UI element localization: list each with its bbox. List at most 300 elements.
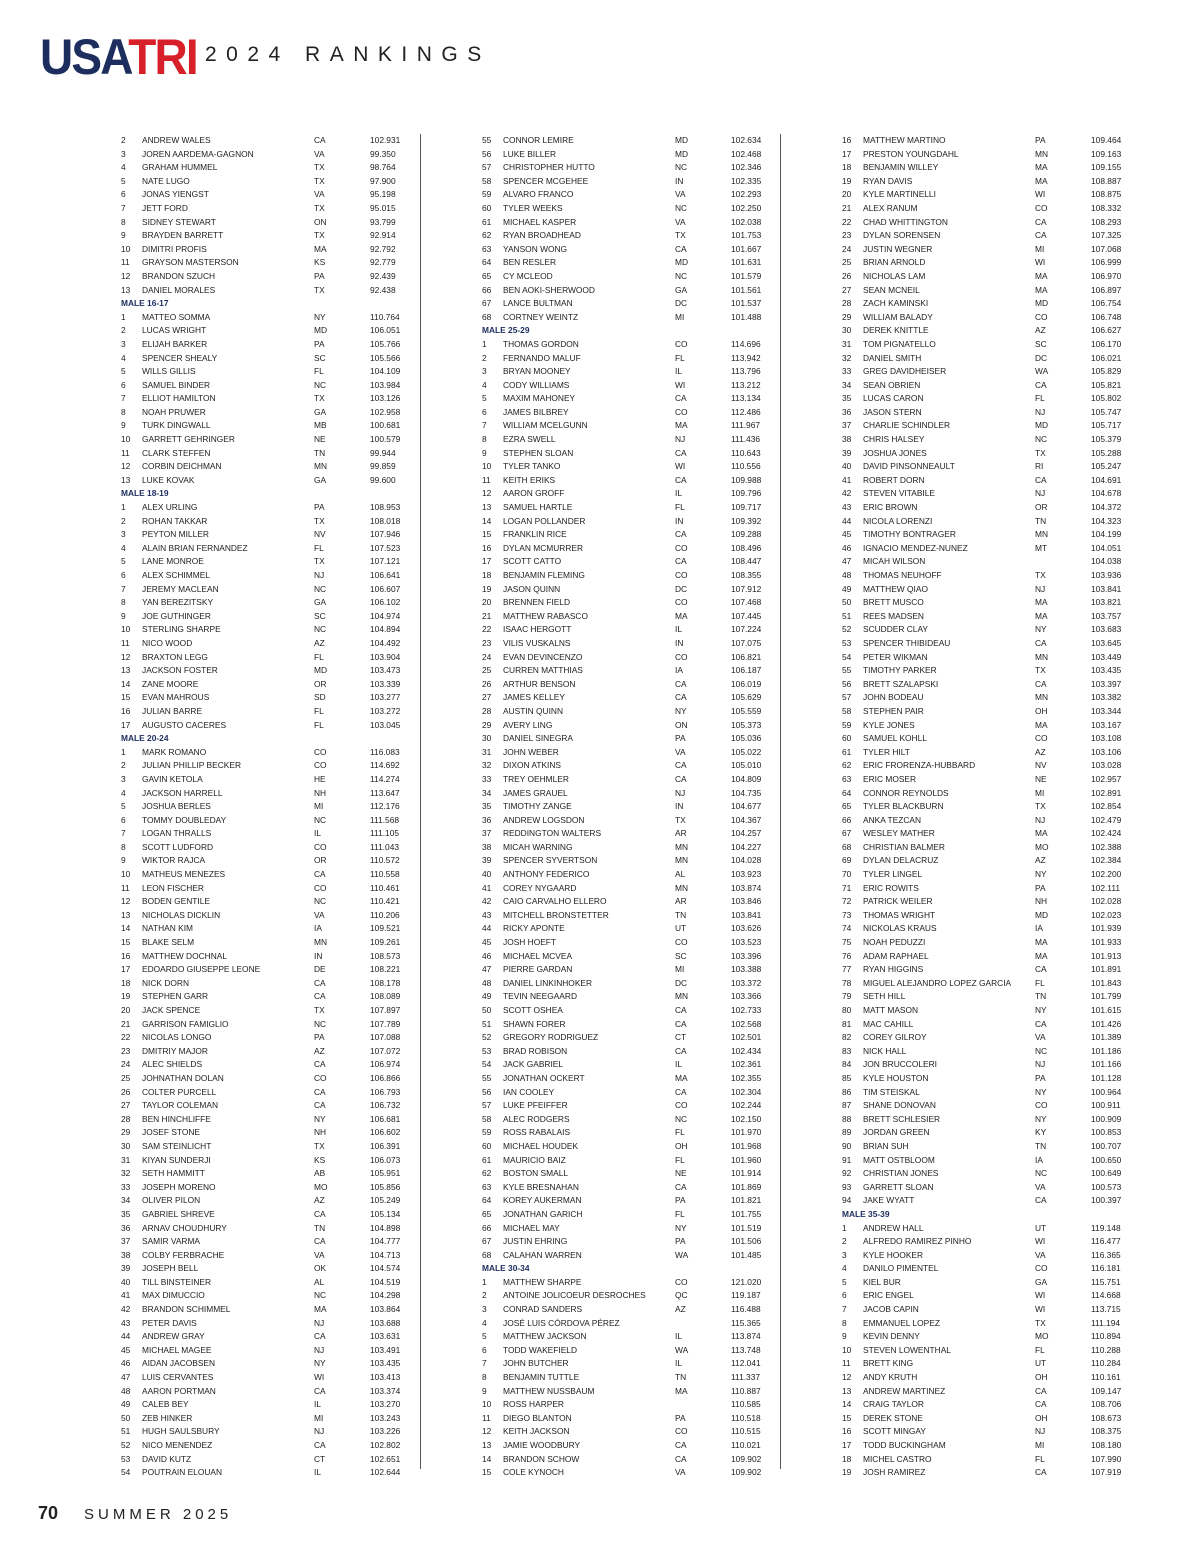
state: OH [675, 1140, 688, 1151]
state: VA [314, 189, 325, 200]
ranking-row [477, 216, 777, 230]
rank: 26 [121, 1086, 131, 1097]
rank: 53 [121, 1453, 131, 1464]
score: 116.477 [1091, 1236, 1121, 1247]
score: 107.468 [731, 597, 762, 608]
score: 101.426 [1091, 1018, 1122, 1029]
athlete-name: JOSEPH BELL [142, 1263, 199, 1274]
ranking-row [116, 1154, 416, 1168]
rank: 93 [842, 1181, 852, 1192]
athlete-name: SAMUEL BINDER [142, 379, 211, 390]
rank: 16 [121, 950, 131, 961]
ranking-row [477, 1425, 777, 1439]
athlete-name: NOAH PEDUZZI [863, 937, 926, 948]
rank: 11 [121, 257, 130, 268]
rank: 16 [842, 1426, 852, 1437]
state: NV [314, 529, 326, 540]
score: 106.821 [731, 651, 762, 662]
rank: 2 [121, 135, 126, 145]
ranking-row [837, 474, 1137, 488]
ranking-row [116, 216, 416, 230]
score: 107.121 [370, 556, 401, 567]
athlete-name: WIKTOR RAJCA [142, 855, 206, 866]
ranking-row [477, 691, 777, 705]
athlete-name: BEN RESLER [503, 257, 557, 268]
athlete-name: BRETT SZALAPSKI [863, 678, 939, 689]
rank: 4 [121, 162, 126, 173]
rank: 22 [842, 216, 852, 227]
ranking-row [837, 311, 1137, 325]
masthead [40, 29, 210, 85]
rank: 64 [482, 257, 492, 268]
state: UT [1035, 1358, 1047, 1369]
state: NJ [1035, 583, 1046, 594]
athlete-name: ANDREW MARTINEZ [863, 1385, 946, 1396]
score: 98.764 [370, 162, 396, 173]
state: CO [675, 937, 688, 948]
state: IL [675, 624, 682, 635]
state: IL [314, 1467, 321, 1478]
state: PA [675, 1412, 686, 1423]
rank: 3 [121, 148, 126, 159]
athlete-name: MAURICIO BAIZ [503, 1154, 566, 1165]
score: 106.021 [1091, 352, 1122, 363]
ranking-row [477, 1357, 777, 1371]
athlete-name: SEAN MCNEIL [863, 284, 920, 295]
rank: 46 [842, 542, 852, 553]
rank: 52 [482, 1032, 492, 1043]
state: CA [675, 447, 687, 458]
state: GA [314, 597, 327, 608]
rank: 75 [842, 937, 852, 948]
rank: 36 [121, 1222, 131, 1233]
state: MA [1035, 162, 1048, 173]
ranking-row [477, 895, 777, 909]
score: 102.802 [370, 1440, 401, 1450]
rank: 7 [121, 202, 126, 213]
athlete-name: KIYAN SUNDERJI [142, 1154, 211, 1165]
ranking-row [116, 365, 416, 379]
rank: 33 [121, 1181, 131, 1192]
state: TX [314, 393, 325, 404]
rank: 41 [842, 474, 852, 485]
score: 101.843 [1091, 977, 1122, 988]
state: MA [1035, 610, 1048, 621]
ranking-row [837, 515, 1137, 529]
score: 101.128 [1091, 1072, 1122, 1083]
athlete-name: SCOTT CATTO [503, 556, 562, 567]
issue-label: SUMMER 2025 [84, 1506, 233, 1523]
score: 102.346 [731, 162, 762, 173]
rank: 14 [482, 515, 492, 526]
score: 107.325 [1091, 230, 1122, 241]
score: 105.134 [370, 1208, 401, 1219]
score: 93.799 [370, 216, 396, 227]
ranking-row [116, 555, 416, 569]
score: 105.717 [1091, 420, 1122, 431]
score: 101.799 [1091, 991, 1122, 1002]
athlete-name: TIMOTHY ZANGE [503, 801, 572, 812]
state: TX [314, 1005, 325, 1015]
ranking-row [477, 555, 777, 569]
athlete-name: RYAN HIGGINS [863, 964, 924, 975]
score: 103.397 [1091, 678, 1122, 689]
score: 108.355 [731, 570, 762, 580]
ranking-row [477, 1317, 777, 1331]
athlete-name: PRESTON YOUNGDAHL [863, 148, 959, 159]
state: MA [675, 1072, 688, 1083]
athlete-name: DYLAN SORENSEN [863, 230, 941, 241]
rank: 66 [482, 284, 492, 295]
score: 103.841 [731, 909, 762, 920]
athlete-name: BENJAMIN WILLEY [863, 162, 939, 173]
athlete-name: NICK DORN [142, 977, 189, 988]
ranking-row [837, 1126, 1137, 1140]
athlete-name: JONATHAN OCKERT [503, 1072, 585, 1083]
rank: 53 [482, 1045, 492, 1056]
ranking-row [837, 651, 1137, 665]
athlete-name: NICOLA LORENZI [863, 515, 933, 526]
ranking-row [477, 311, 777, 325]
rankings-column-2 [477, 134, 777, 1480]
rank: 8 [842, 1317, 847, 1328]
ranking-row [116, 134, 416, 148]
ranking-row [837, 1072, 1137, 1086]
score: 111.105 [370, 828, 400, 839]
rank: 9 [121, 610, 126, 621]
rank: 10 [842, 1344, 852, 1355]
state: CO [675, 1100, 688, 1111]
state: CA [675, 1181, 687, 1192]
ranking-row [837, 1425, 1137, 1439]
ranking-row [837, 1235, 1137, 1249]
rank: 17 [842, 148, 852, 159]
state: CT [314, 1453, 326, 1464]
score: 109.902 [731, 1453, 762, 1464]
ranking-row [477, 1249, 777, 1263]
athlete-name: BRETT SCHLESIER [863, 1113, 941, 1124]
athlete-name: ALEX SCHIMMEL [142, 570, 210, 580]
score: 105.559 [731, 705, 762, 716]
rank: 76 [842, 950, 852, 961]
state: TX [314, 515, 325, 526]
ranking-row [837, 1045, 1137, 1059]
athlete-name: EZRA SWELL [503, 434, 556, 445]
ranking-row [116, 1018, 416, 1032]
athlete-name: YAN BEREZITSKY [142, 597, 214, 608]
rank: 51 [121, 1426, 131, 1437]
athlete-name: ALEC SHIELDS [142, 1059, 203, 1070]
rank: 17 [842, 1440, 852, 1450]
ranking-row [116, 963, 416, 977]
ranking-row [837, 202, 1137, 216]
ranking-row [477, 1167, 777, 1181]
athlete-name: JOSH HOEFT [503, 937, 557, 948]
state: MD [1035, 298, 1049, 309]
athlete-name: EDOARDO GIUSEPPE LEONE [142, 964, 261, 975]
athlete-name: EMMANUEL LOPEZ [863, 1317, 940, 1328]
athlete-name: SCUDDER CLAY [863, 624, 928, 635]
state: CO [675, 651, 688, 662]
score: 102.957 [1091, 773, 1122, 784]
rank: 47 [842, 556, 852, 567]
score: 104.574 [370, 1263, 401, 1274]
athlete-name: CHRISTIAN JONES [863, 1168, 939, 1179]
ranking-row [837, 705, 1137, 719]
athlete-name: MATHEUS MENEZES [142, 869, 226, 880]
athlete-name: RYAN BROADHEAD [503, 230, 581, 241]
rank: 44 [482, 923, 492, 934]
rank: 19 [842, 175, 852, 186]
state: NC [1035, 434, 1048, 445]
score: 106.051 [370, 325, 401, 336]
athlete-name: AARON GROFF [503, 488, 565, 499]
ranking-row [837, 1140, 1137, 1154]
ranking-row [116, 909, 416, 923]
ranking-row [477, 406, 777, 420]
rank: 55 [482, 135, 492, 145]
score: 102.733 [731, 1005, 762, 1015]
score: 101.755 [731, 1208, 762, 1219]
ranking-row [477, 746, 777, 760]
state: PA [675, 733, 686, 744]
ranking-row [116, 827, 416, 841]
ranking-row [477, 800, 777, 814]
athlete-name: BRAD ROBISON [503, 1045, 568, 1056]
category-heading: MALE 20-24 [121, 733, 169, 744]
athlete-name: MATT OSTBLOOM [863, 1154, 935, 1165]
score: 103.984 [370, 379, 401, 390]
rank: 4 [482, 379, 487, 390]
score: 104.691 [1091, 474, 1122, 485]
score: 105.288 [1091, 447, 1122, 458]
rank: 9 [842, 1331, 847, 1342]
athlete-name: BRIAN SUH [863, 1140, 909, 1151]
ranking-row [837, 1466, 1137, 1480]
athlete-name: ANDREW LOGSDON [503, 814, 585, 825]
rank: 1 [482, 338, 487, 349]
state: MO [1035, 841, 1049, 852]
score: 103.272 [370, 705, 401, 716]
athlete-name: JASON QUINN [503, 583, 561, 594]
state: IL [675, 488, 682, 499]
state: AR [675, 828, 687, 839]
athlete-name: DEREK KNITTLE [863, 325, 929, 336]
state: TN [1035, 1140, 1047, 1151]
state: CA [1035, 379, 1047, 390]
state: VA [675, 1467, 686, 1478]
rank: 83 [842, 1045, 852, 1056]
score: 103.045 [370, 719, 401, 730]
ranking-row [837, 936, 1137, 950]
score: 106.866 [370, 1072, 401, 1083]
score: 103.874 [731, 882, 762, 893]
score: 108.180 [1091, 1440, 1122, 1450]
athlete-name: DAVID PINSONNEAULT [863, 461, 955, 472]
ranking-row [837, 977, 1137, 991]
state: IA [1035, 923, 1043, 934]
athlete-name: JOSEF STONE [142, 1127, 201, 1138]
state: FL [314, 366, 324, 377]
category-heading: MALE 30-34 [482, 1263, 530, 1274]
ranking-row [837, 216, 1137, 230]
rank: 37 [842, 420, 852, 431]
ranking-row [477, 365, 777, 379]
ranking-row [116, 324, 416, 338]
state: OR [314, 678, 327, 689]
athlete-name: BRANDON SCHOW [503, 1453, 580, 1464]
state: FL [1035, 977, 1045, 988]
athlete-name: SCOTT LUDFORD [142, 841, 214, 852]
score: 103.277 [370, 692, 401, 703]
score: 110.515 [731, 1426, 761, 1437]
ranking-row [837, 569, 1137, 583]
ranking-row [477, 419, 777, 433]
ranking-row [477, 651, 777, 665]
state: RI [1035, 461, 1044, 472]
athlete-name: TIMOTHY PARKER [863, 665, 937, 676]
athlete-name: JAKE WYATT [863, 1195, 915, 1206]
athlete-name: GARRETT GEHRINGER [142, 434, 235, 445]
ranking-row [116, 678, 416, 692]
ranking-row [477, 1466, 777, 1480]
athlete-name: SAMUEL HARTLE [503, 502, 573, 513]
rank: 13 [482, 502, 492, 513]
ranking-row [837, 406, 1137, 420]
athlete-name: ALAIN BRIAN FERNANDEZ [142, 542, 248, 553]
state: PA [314, 502, 325, 513]
category-heading: MALE 16-17 [121, 298, 169, 309]
score: 100.397 [1091, 1195, 1122, 1206]
rank: 13 [842, 1385, 852, 1396]
ranking-row [116, 1439, 416, 1453]
score: 101.970 [731, 1127, 762, 1138]
ranking-row [116, 1371, 416, 1385]
rank: 65 [842, 801, 852, 812]
state: IL [675, 1358, 682, 1369]
athlete-name: ERIC BROWN [863, 502, 918, 513]
athlete-name: MATTHEW MARTINO [863, 135, 946, 145]
ranking-row [477, 1289, 777, 1303]
score: 109.902 [731, 1467, 762, 1478]
score: 102.361 [731, 1059, 762, 1070]
ranking-row [837, 583, 1137, 597]
rank: 17 [482, 556, 492, 567]
state: CA [314, 1440, 326, 1450]
athlete-name: GABRIEL SHREVE [142, 1208, 215, 1219]
state: WI [1035, 1304, 1046, 1315]
ranking-row [116, 419, 416, 433]
rank: 2 [121, 760, 126, 771]
rank: 26 [842, 270, 852, 281]
athlete-name: KYLE JONES [863, 719, 915, 730]
athlete-name: JOHN WEBER [503, 746, 559, 757]
score: 100.650 [1091, 1154, 1122, 1165]
score: 104.109 [370, 366, 401, 377]
ranking-row [837, 787, 1137, 801]
state: CA [1035, 1467, 1047, 1478]
score: 106.019 [731, 678, 762, 689]
rank: 50 [482, 1005, 492, 1015]
score: 106.073 [370, 1154, 401, 1165]
score: 101.913 [1091, 950, 1122, 961]
rankings-column-1 [116, 134, 416, 1480]
athlete-name: SPENCER THIBIDEAU [863, 637, 951, 648]
rank: 32 [121, 1168, 131, 1179]
rank: 46 [121, 1358, 131, 1369]
score: 101.631 [731, 257, 762, 268]
athlete-name: JACK SPENCE [142, 1005, 201, 1015]
state: IL [314, 828, 321, 839]
ranking-row [477, 664, 777, 678]
score: 104.038 [1091, 556, 1122, 567]
state: IA [1035, 1154, 1043, 1165]
athlete-name: JAMIE WOODBURY [503, 1440, 581, 1450]
state: CO [675, 1426, 688, 1437]
score: 102.958 [370, 406, 401, 417]
athlete-name: BRIAN ARNOLD [863, 257, 926, 268]
ranking-row [837, 1058, 1137, 1072]
rank: 11 [121, 637, 130, 648]
athlete-name: THOMAS NEUHOFF [863, 570, 942, 580]
state: WI [314, 1372, 325, 1383]
ranking-row [477, 1276, 777, 1290]
score: 104.713 [370, 1249, 401, 1260]
score: 101.869 [731, 1181, 762, 1192]
ranking-row [477, 990, 777, 1004]
state: WA [1035, 366, 1049, 377]
athlete-name: LANCE BULTMAN [503, 298, 573, 309]
rank: 7 [121, 583, 126, 594]
rank: 23 [842, 230, 852, 241]
score: 106.999 [1091, 257, 1122, 268]
score: 104.492 [370, 637, 401, 648]
state: IN [675, 175, 684, 186]
athlete-name: DAVID KUTZ [142, 1453, 192, 1464]
rank: 29 [482, 719, 492, 730]
state: CA [675, 556, 687, 567]
athlete-name: FERNANDO MALUF [503, 352, 581, 363]
rank: 12 [482, 1426, 492, 1437]
athlete-name: LUKE KOVAK [142, 474, 195, 485]
athlete-name: TOMMY DOUBLEDAY [142, 814, 227, 825]
state: MA [314, 1304, 327, 1315]
athlete-name: LUCAS WRIGHT [142, 325, 207, 336]
ranking-row [116, 1208, 416, 1222]
state: MA [1035, 719, 1048, 730]
state: CO [675, 597, 688, 608]
athlete-name: JUSTIN EHRING [503, 1236, 568, 1247]
state: CO [675, 338, 688, 349]
ranking-row [837, 814, 1137, 828]
ranking-row [477, 474, 777, 488]
athlete-name: BRANDON SZUCH [142, 270, 216, 281]
rank: 2 [121, 325, 126, 336]
athlete-name: MICHAEL MAY [503, 1222, 560, 1233]
score: 103.413 [370, 1372, 401, 1383]
state: AZ [1035, 855, 1046, 866]
rank: 12 [121, 651, 131, 662]
athlete-name: STERLING SHARPE [142, 624, 221, 635]
score: 104.028 [731, 855, 762, 866]
ranking-row [477, 1303, 777, 1317]
score: 114.668 [1091, 1290, 1121, 1301]
athlete-name: JORDAN GREEN [863, 1127, 930, 1138]
athlete-name: NICOLAS LONGO [142, 1032, 212, 1043]
rank: 30 [121, 1140, 131, 1151]
state: AB [314, 1168, 326, 1179]
ranking-row [116, 1453, 416, 1467]
